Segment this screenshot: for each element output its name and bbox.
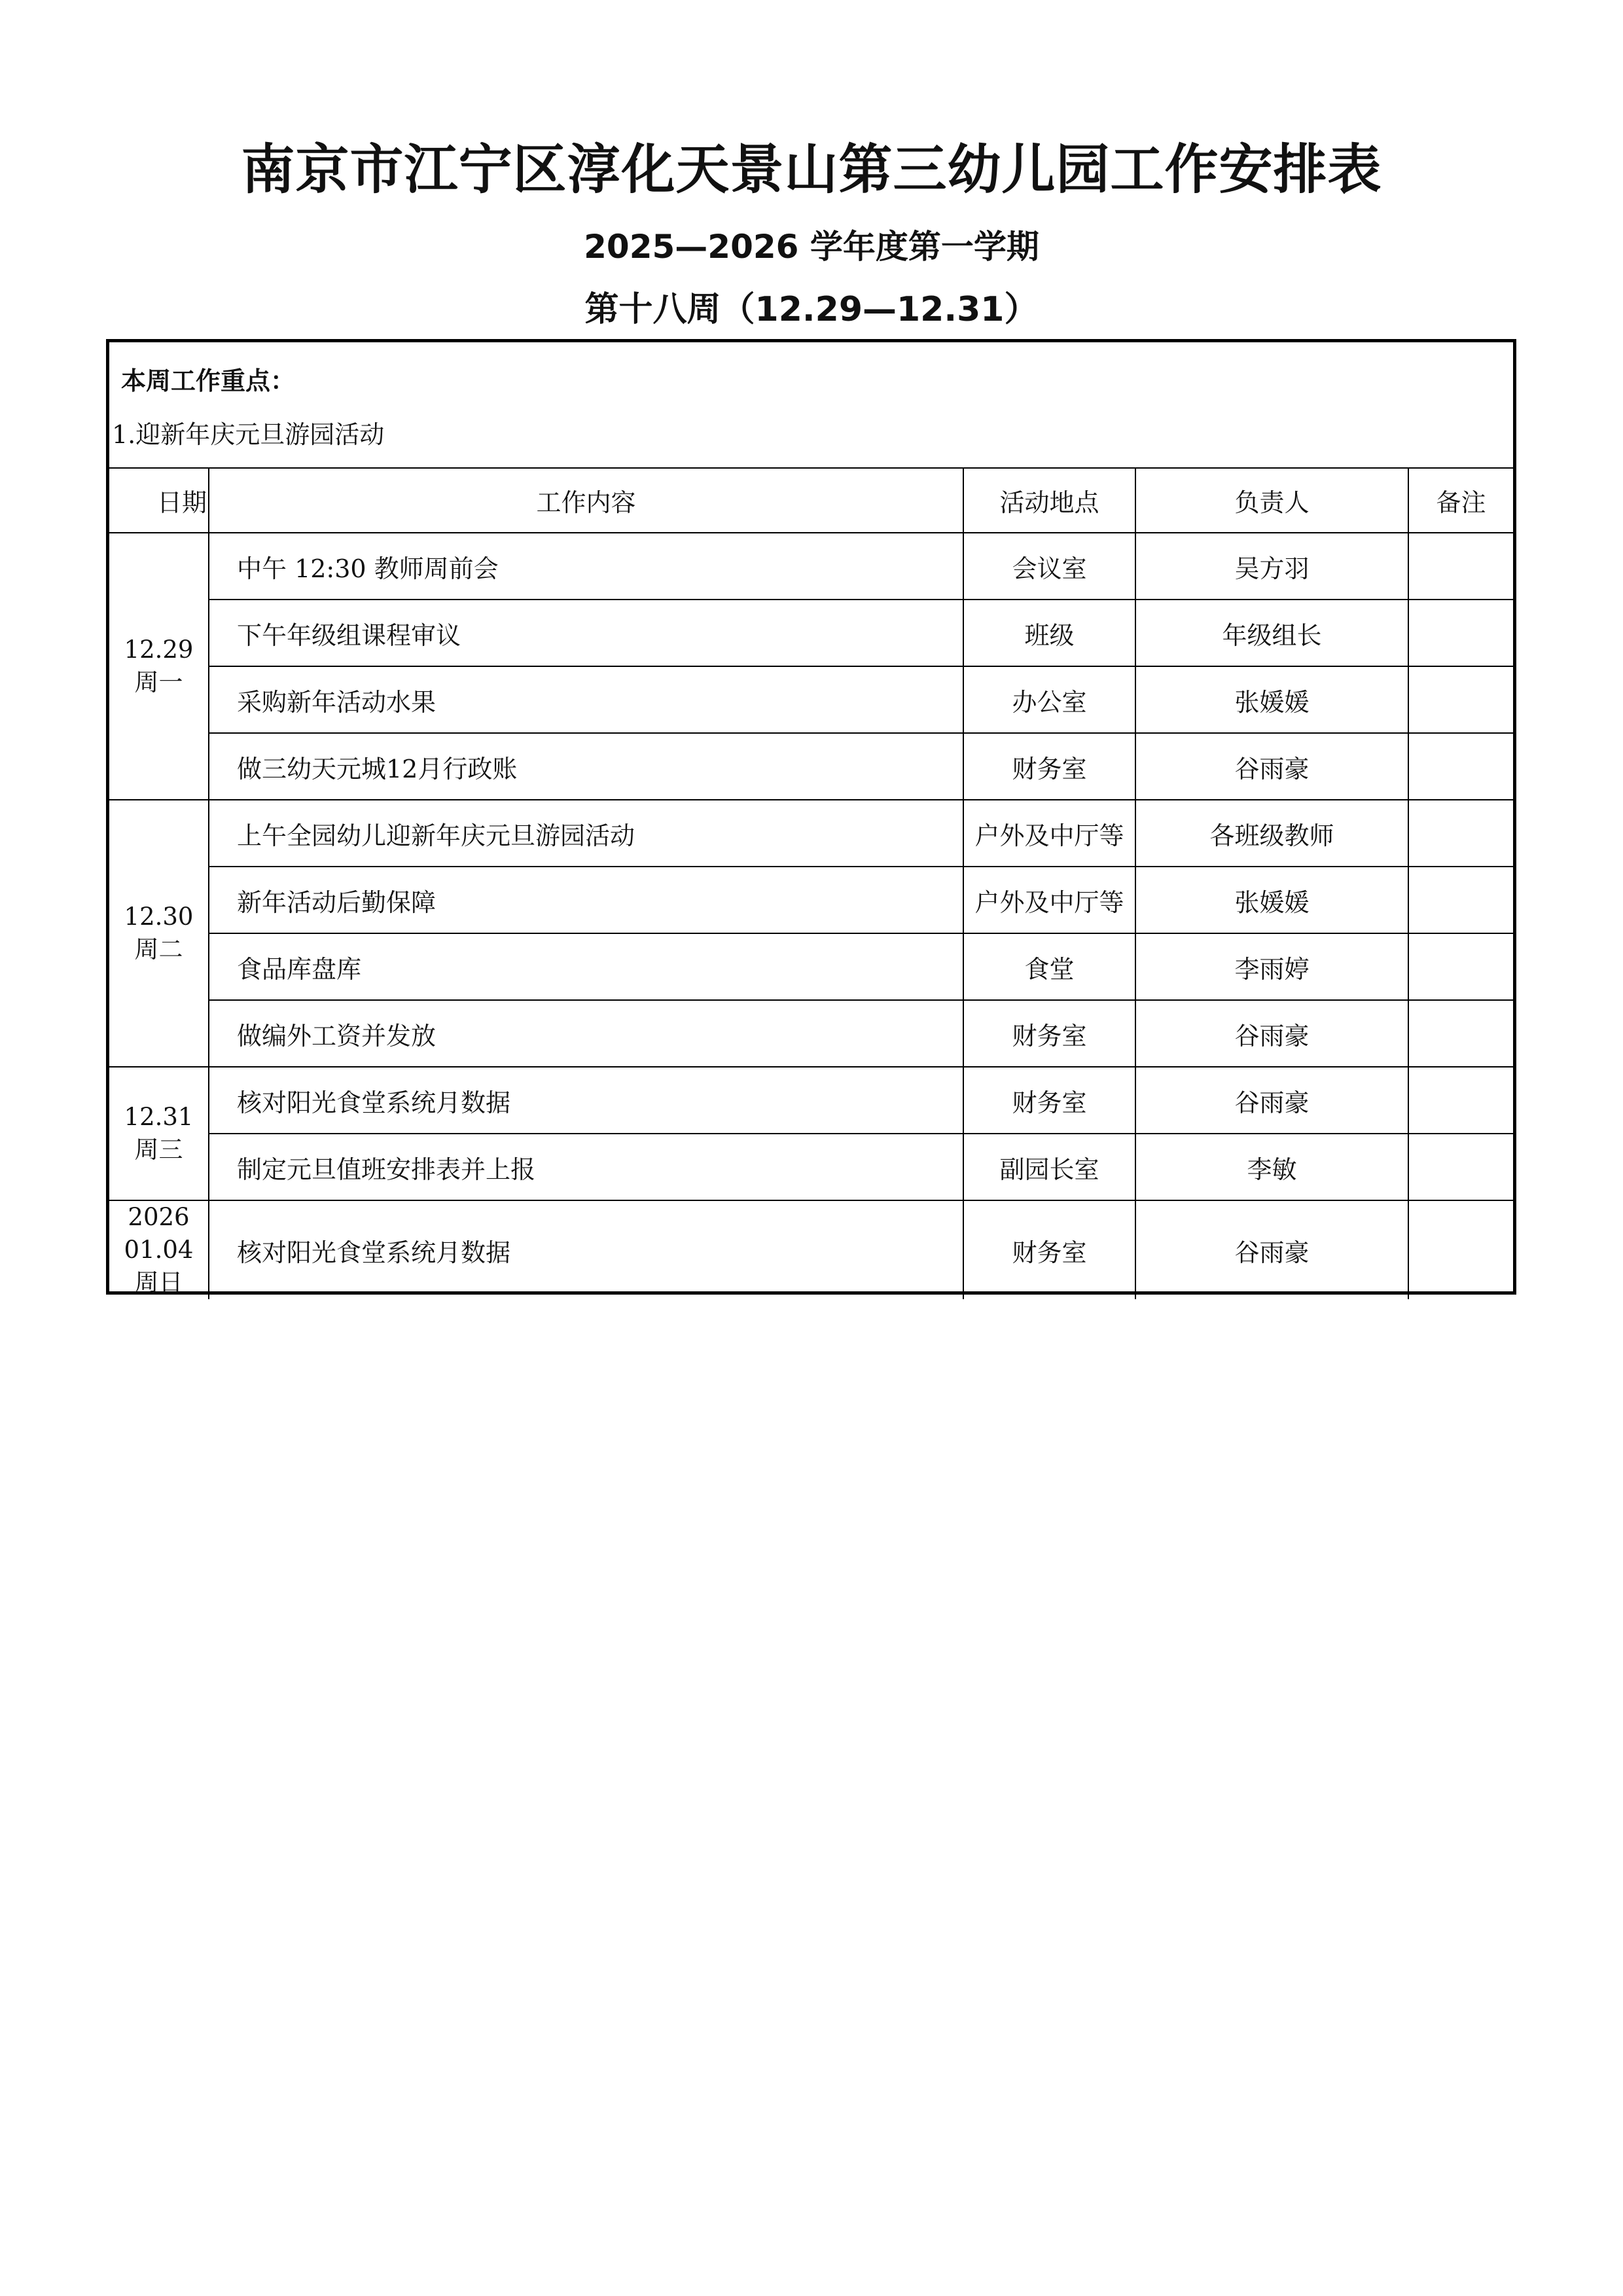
table-row: [109, 867, 1513, 933]
task-location: 财务室: [963, 1200, 1135, 1299]
week-range: 第十八周（12.29—12.31）: [584, 290, 1039, 329]
task-note: [1408, 867, 1513, 933]
date-cell-tuesday: [109, 800, 209, 1067]
weekday-label: 周日: [134, 1268, 183, 1297]
column-header-person: 负责人: [1135, 469, 1408, 533]
weekday-label: 周三: [134, 1136, 183, 1164]
page-title: 南京市江宁区淳化天景山第三幼儿园工作安排表: [241, 139, 1382, 201]
task-note: [1408, 933, 1513, 1000]
table-row: [109, 1067, 1513, 1134]
column-header-note: 备注: [1408, 469, 1513, 533]
task-person: 谷雨豪: [1135, 733, 1408, 800]
task-note: [1408, 1000, 1513, 1067]
date-cell-monday: [109, 533, 209, 800]
task-location: 副园长室: [963, 1134, 1135, 1200]
table-row: [109, 1000, 1513, 1067]
weekday-label: 周一: [134, 668, 183, 696]
task-person: 各班级教师: [1135, 800, 1408, 867]
task-location: 班级: [963, 600, 1135, 666]
semester-subtitle: 2025—2026 学年度第一学期: [584, 228, 1039, 266]
date-label: 12.30: [124, 903, 194, 931]
weekday-label: 周二: [134, 935, 183, 963]
task-person: 年级组长: [1135, 600, 1408, 666]
task-person: 李雨婷: [1135, 933, 1408, 1000]
date-label: 12.29: [124, 636, 194, 664]
task-person: 吴方羽: [1135, 533, 1408, 600]
weekly-focus-item: 1.迎新年庆元旦游园活动: [112, 420, 385, 449]
task-location: 财务室: [963, 1067, 1135, 1134]
year-label: 2026: [128, 1203, 190, 1231]
date-label: 12.31: [124, 1103, 194, 1131]
task-content: 做三幼天元城12月行政账: [209, 733, 963, 800]
task-location: 财务室: [963, 1000, 1135, 1067]
task-note: [1408, 800, 1513, 867]
column-header-date: 日期: [109, 469, 209, 533]
task-content: 制定元旦值班安排表并上报: [209, 1134, 963, 1200]
task-person: 谷雨豪: [1135, 1067, 1408, 1134]
task-location: 户外及中厅等: [963, 867, 1135, 933]
task-person: 张媛媛: [1135, 867, 1408, 933]
table-row: [109, 933, 1513, 1000]
task-person: 谷雨豪: [1135, 1000, 1408, 1067]
task-content: 上午全园幼儿迎新年庆元旦游园活动: [209, 800, 963, 867]
table-row: [109, 800, 1513, 867]
task-person: 张媛媛: [1135, 666, 1408, 733]
task-content: 核对阳光食堂系统月数据: [209, 1067, 963, 1134]
task-person: 李敏: [1135, 1134, 1408, 1200]
task-note: [1408, 1200, 1513, 1299]
table-row: [109, 533, 1513, 600]
task-content: 中午 12:30 教师周前会: [209, 533, 963, 600]
task-location: 财务室: [963, 733, 1135, 800]
table-row: [109, 666, 1513, 733]
task-content: 核对阳光食堂系统月数据: [209, 1200, 963, 1299]
task-note: [1408, 533, 1513, 600]
task-location: 户外及中厅等: [963, 800, 1135, 867]
task-note: [1408, 1067, 1513, 1134]
table-row: [109, 733, 1513, 800]
weekly-focus-title: 本周工作重点：: [121, 367, 296, 395]
task-location: 会议室: [963, 533, 1135, 600]
column-header-content: 工作内容: [209, 469, 963, 533]
schedule-table: [109, 469, 1513, 1299]
task-content: 做编外工资并发放: [209, 1000, 963, 1067]
task-content: 食品库盘库: [209, 933, 963, 1000]
date-cell-sunday: [109, 1200, 209, 1299]
task-content: 新年活动后勤保障: [209, 867, 963, 933]
task-content: 采购新年活动水果: [209, 666, 963, 733]
table-row: [109, 600, 1513, 666]
column-header-location: 活动地点: [963, 469, 1135, 533]
table-row: [109, 1134, 1513, 1200]
date-label: 01.04: [124, 1236, 194, 1264]
task-person: 谷雨豪: [1135, 1200, 1408, 1299]
task-note: [1408, 666, 1513, 733]
table-row: [109, 1200, 1513, 1299]
weekly-focus: [109, 342, 1513, 469]
task-note: [1408, 733, 1513, 800]
table-header-row: [109, 469, 1513, 533]
date-cell-wednesday: [109, 1067, 209, 1200]
schedule-sheet: [106, 339, 1516, 1295]
task-location: 食堂: [963, 933, 1135, 1000]
task-location: 办公室: [963, 666, 1135, 733]
task-note: [1408, 1134, 1513, 1200]
task-content: 下午年级组课程审议: [209, 600, 963, 666]
task-note: [1408, 600, 1513, 666]
